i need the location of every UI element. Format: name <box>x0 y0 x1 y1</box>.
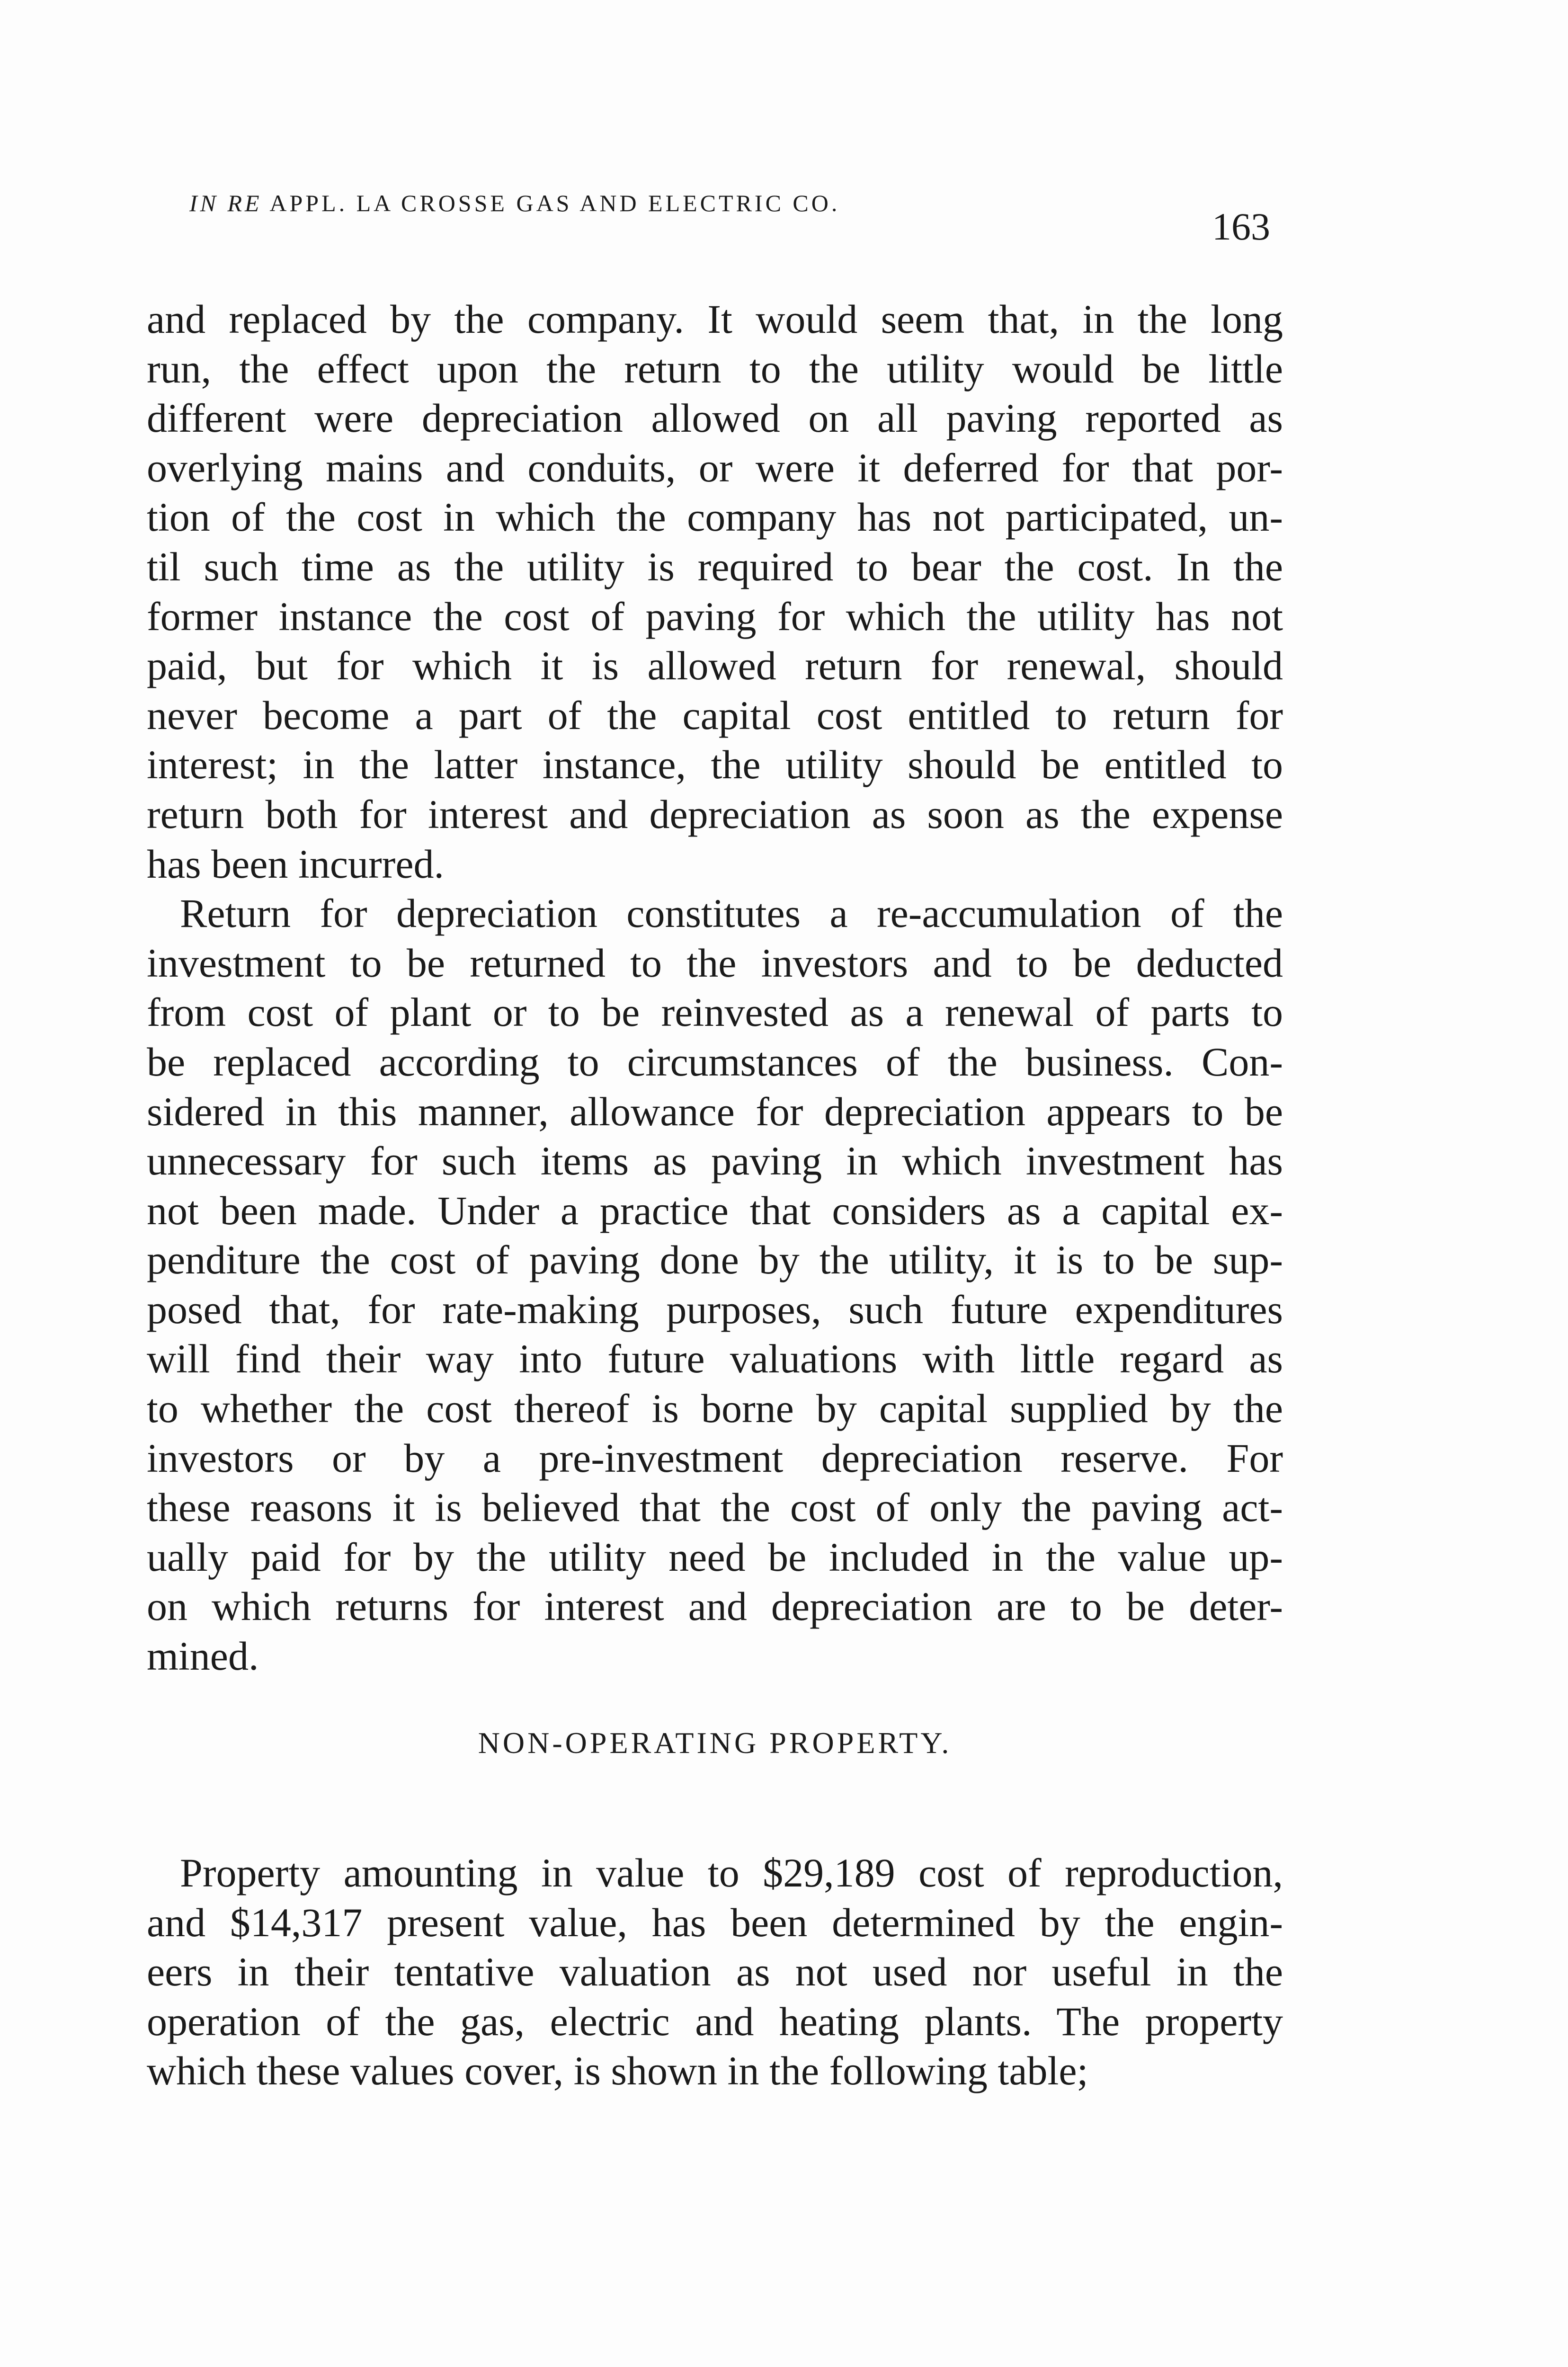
paragraph-2 <box>147 889 1283 1681</box>
section-body-text <box>147 1807 1283 2136</box>
text-line: from cost of plant or to be reinvested as a renewal of parts to <box>147 989 1283 1035</box>
text-line: til such time as the utility is required to bear the cost. In the <box>147 543 1283 589</box>
text-line: operation of the gas, electric and heating plants. The property <box>147 1998 1283 2044</box>
running-head <box>189 189 1136 217</box>
text-line: on which returns for interest and depreciation are to be deter- <box>147 1584 1283 1629</box>
text-line: ually paid for by the utility need be included in the value up- <box>147 1534 1283 1580</box>
text-line: tion of the cost in which the company has not participated, un- <box>147 494 1283 540</box>
text-line: different were depreciation allowed on all paving reported as <box>147 395 1283 441</box>
text-line: not been made. Under a practice that considers as a capital ex- <box>147 1187 1283 1233</box>
text-line: sidered in this manner, allowance for depreciation appears to be <box>147 1088 1283 1134</box>
text-line: posed that, for rate-making purposes, such future expenditures <box>147 1286 1283 1332</box>
section-heading: NON-OPERATING PROPERTY. <box>478 1726 952 1760</box>
text-line: has been incurred. <box>147 841 444 887</box>
text-line: which these values cover, is shown in the following table; <box>147 2048 1088 2094</box>
paragraph-1 <box>147 294 1283 889</box>
text-line: and $14,317 present value, has been determined by the engin- <box>147 1899 1283 1945</box>
text-line: run, the effect upon the return to the utility would be little <box>147 346 1283 392</box>
paragraph-3 <box>147 1848 1283 2096</box>
running-head-title: APPL. LA CROSSE GAS AND ELECTRIC CO. <box>269 190 840 216</box>
page-number: 163 <box>1212 205 1270 248</box>
text-line: penditure the cost of paving done by the utility, it is to be sup- <box>147 1237 1283 1283</box>
running-head-italic: IN RE <box>189 190 262 216</box>
text-line: never become a part of the capital cost entitled to return for <box>147 692 1283 738</box>
text-line: former instance the cost of paving for which the utility has not <box>147 593 1283 639</box>
text-line: unnecessary for such items as paving in which investment has <box>147 1138 1283 1184</box>
text-line: overlying mains and conduits, or were it deferred for that por- <box>147 445 1283 490</box>
text-line: interest; in the latter instance, the utility should be entitled to <box>147 742 1283 788</box>
text-line: eers in their tentative valuation as not used nor useful in the <box>147 1949 1283 1995</box>
text-line: Return for depreciation constitutes a re-accumulation of the <box>180 890 1283 936</box>
text-line: and replaced by the company. It would seem that, in the long <box>147 296 1283 342</box>
text-line: return both for interest and depreciation as soon as the expense <box>147 791 1283 837</box>
text-line: these reasons it is believed that the cost of only the paving act- <box>147 1485 1283 1531</box>
text-line: mined. <box>147 1633 259 1679</box>
text-line: to whether the cost thereof is borne by capital supplied by the <box>147 1386 1283 1432</box>
text-line: will find their way into future valuations with little regard as <box>147 1336 1283 1382</box>
body-text <box>147 294 1283 1681</box>
text-line: investment to be returned to the investors and to be deducted <box>147 940 1283 986</box>
text-line: paid, but for which it is allowed return for renewal, should <box>147 643 1283 689</box>
text-line: investors or by a pre-investment depreciation reserve. For <box>147 1435 1283 1481</box>
text-line: Property amounting in value to $29,189 cost of reproduction, <box>180 1850 1283 1895</box>
text-line: be replaced according to circumstances of the business. Con- <box>147 1039 1283 1085</box>
